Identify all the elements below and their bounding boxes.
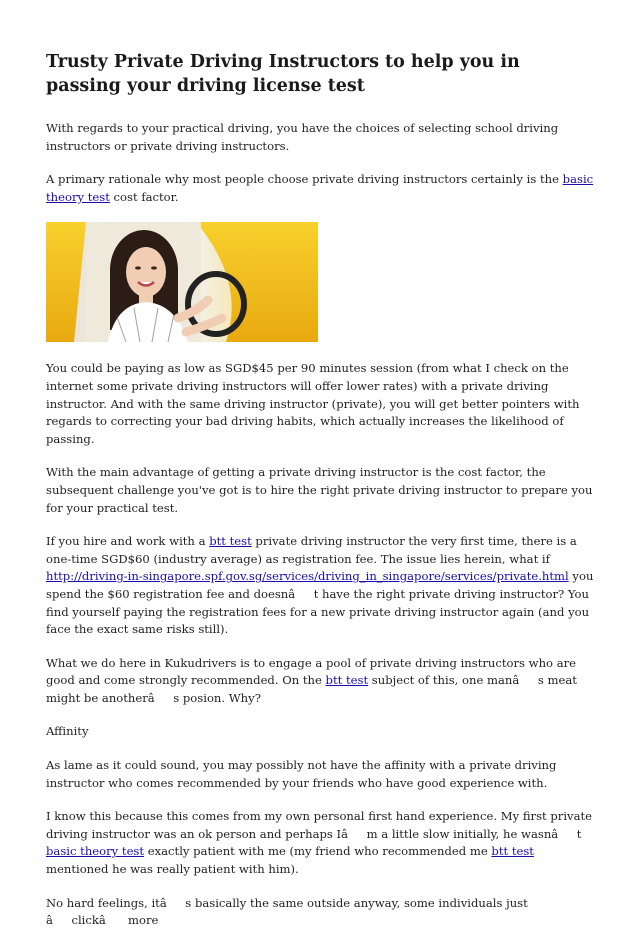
btt-test-link[interactable]: btt test [491, 844, 534, 859]
text: mentioned he was really patient with him). [46, 862, 299, 877]
paragraph-no-hard-feelings: No hard feelings, itâs basically the same outside anyway, some individuals just âclickâ more [46, 895, 528, 928]
document-page [46, 50, 598, 946]
paragraph-registration [46, 533, 598, 639]
woman-driving-car-photo [46, 222, 318, 342]
section-heading-affinity: Affinity [46, 724, 89, 739]
paragraph-rationale [46, 171, 598, 206]
text: exactly patient with me (my friend who recommended me [144, 844, 492, 859]
text: What we do here in Kukudrivers is to engage a pool of private driving instructors who are good and come strongly recommended. On the [46, 655, 577, 688]
text: private driving instructor the very first time, there is a one-time SGD$60 (industry average) as registration fee. The issue lies herein, what if [46, 534, 577, 566]
text: you spend the $60 registration fee and doesnât have the right private driving instructor? You find yourself paying the registration fees for a new private driving instructor again (and you face the exact same risks still). [46, 569, 594, 637]
paragraph-experience [46, 808, 598, 878]
text: subject of this, one manâs meat might be anotherâs posion. Why? [46, 673, 577, 705]
paragraph-challenge: With the main advantage of getting a private driving instructor is the cost factor, the subsequent challenge you've got is to hire the right private driving instructor to prepare you for your practical test. [46, 465, 593, 515]
btt-test-link[interactable]: btt test [325, 673, 369, 688]
paragraph-intro: With regards to your practical driving, you have the choices of selecting school driving instructors or private driving instructors. [46, 121, 559, 153]
spf-private-url-link[interactable]: http://driving-in-singapore.spf.gov.sg/services/driving_in_singapore/services/private.html [46, 569, 569, 584]
text: A primary rationale why most people choose private driving instructors certainly is the [46, 172, 563, 187]
basic-theory-test-link[interactable]: basic theory test [46, 844, 145, 859]
text: If you hire and work with a [46, 534, 210, 549]
btt-test-link[interactable]: btt test [209, 534, 252, 549]
photo-illustration [46, 222, 318, 342]
text: I know this because this comes from my own personal first hand experience. My first private driving instructor was an ok person and perhaps Iâm a little slow initially, he wasnât [46, 809, 593, 841]
basic-theory-test-link[interactable]: basic theory test [46, 172, 594, 204]
paragraph-affinity: As lame as it could sound, you may possibly not have the affinity with a private driving instructor who comes recommended by your friends who have good experience with. [46, 758, 557, 790]
paragraph-cost: You could be paying as low as SGD$45 per 90 minutes session (from what I check on the internet some private driving instructors will offer lower rates) with a private driving instructor. And with the same driving instructor (private), you will get better pointers with regards to correcting your bad driving habits, which actually increases the likelihood of passing. [46, 361, 580, 446]
text: cost factor. [109, 189, 179, 204]
paragraph-kukudrivers [46, 655, 598, 708]
document-title: Trusty Private Driving Instructors to help you in passing your driving license test [46, 52, 520, 96]
